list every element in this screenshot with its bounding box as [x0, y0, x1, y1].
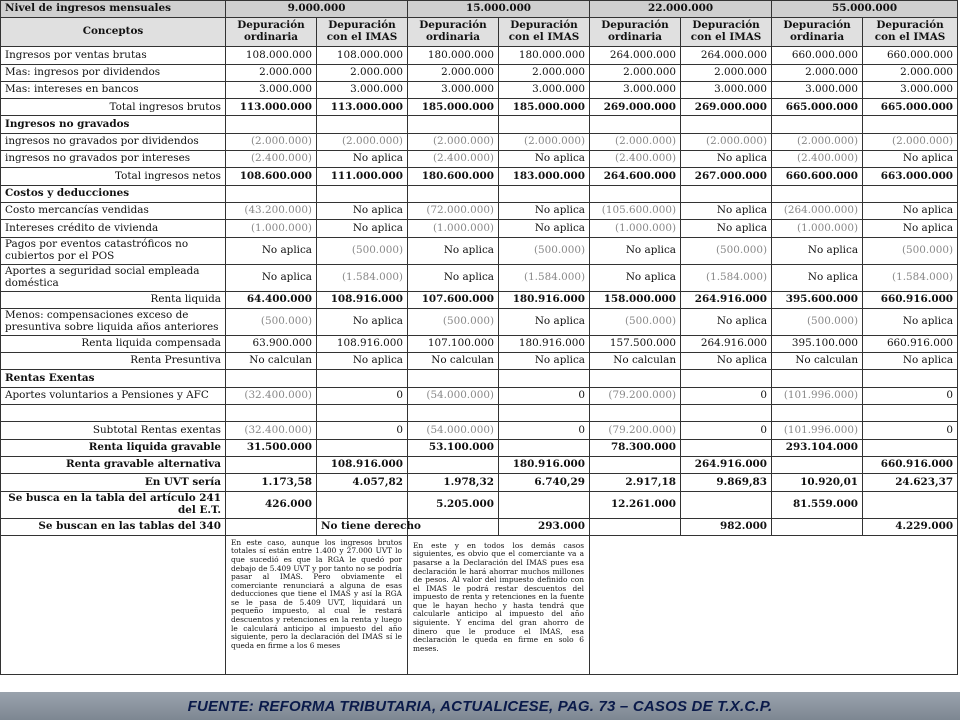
table-cell: 2.000.000	[499, 64, 590, 81]
table-cell: 3.000.000	[226, 81, 317, 98]
table-cell: No aplica	[499, 151, 590, 168]
table-cell: No aplica	[408, 237, 499, 264]
table-cell: 113.000.000	[226, 99, 317, 116]
table-cell	[863, 370, 958, 387]
row-label: Menos: compensaciones exceso de presuntiva sobre liquida años anteriores	[1, 308, 226, 335]
table-cell: 108.916.000	[317, 456, 408, 473]
table-cell	[317, 185, 408, 202]
table-cell: 113.000.000	[317, 99, 408, 116]
table-cell	[863, 116, 958, 133]
table-cell: 107.600.000	[408, 291, 499, 308]
table-cell	[499, 116, 590, 133]
table-cell	[863, 185, 958, 202]
table-row	[1, 64, 958, 81]
table-cell: 10.920,01	[772, 474, 863, 491]
table-cell: 180.916.000	[499, 456, 590, 473]
row-label: Costos y deducciones	[1, 185, 226, 202]
table-cell: 0	[317, 387, 408, 404]
table-cell: No aplica	[863, 202, 958, 219]
table-cell: No calculan	[226, 353, 317, 370]
table-cell	[772, 456, 863, 473]
table-cell	[681, 116, 772, 133]
table-cell: 78.300.000	[590, 439, 681, 456]
level-1: 9.000.000	[226, 1, 408, 18]
table-cell	[772, 185, 863, 202]
table-cell: (79.200.000)	[590, 387, 681, 404]
table-cell: 108.000.000	[226, 47, 317, 64]
table-cell: 264.916.000	[681, 291, 772, 308]
table-cell: 180.600.000	[408, 168, 499, 185]
row-label: Renta Presuntiva	[1, 353, 226, 370]
table-cell	[863, 439, 958, 456]
table-cell: 3.000.000	[408, 81, 499, 98]
row-label: Pagos por eventos catastróficos no cubiertos por el POS	[1, 237, 226, 264]
table-cell: (1.584.000)	[863, 264, 958, 291]
table-cell: No aplica	[226, 237, 317, 264]
notes-row	[1, 535, 958, 674]
table-cell	[317, 491, 408, 518]
row-label: Rentas Exentas	[1, 370, 226, 387]
table-row	[1, 353, 958, 370]
row-label: Costo mercancías vendidas	[1, 202, 226, 219]
col-ordinaria-2: Depuración ordinaria	[408, 18, 499, 47]
table-cell	[499, 439, 590, 456]
table-cell: No aplica	[681, 202, 772, 219]
table-cell: No aplica	[772, 237, 863, 264]
table-cell: (500.000)	[408, 308, 499, 335]
table-cell: (500.000)	[499, 237, 590, 264]
table-cell	[590, 370, 681, 387]
table-cell	[408, 370, 499, 387]
table-row	[1, 308, 958, 335]
table-row	[1, 202, 958, 219]
table-cell	[226, 456, 317, 473]
table-cell: 12.261.000	[590, 491, 681, 518]
row-label: Total ingresos brutos	[1, 99, 226, 116]
table-cell: 660.000.000	[863, 47, 958, 64]
table-cell: (2.000.000)	[681, 133, 772, 150]
table-cell: 3.000.000	[772, 81, 863, 98]
table-cell: 2.000.000	[681, 64, 772, 81]
table-cell: 3.000.000	[317, 81, 408, 98]
table-cell: 0	[681, 422, 772, 439]
table-row	[1, 220, 958, 237]
table-cell: 158.000.000	[590, 291, 681, 308]
table-row	[1, 491, 958, 518]
col-imas-2: Depuración con el IMAS	[499, 18, 590, 47]
table-cell: No tiene derecho	[317, 518, 408, 535]
table-cell: 3.000.000	[590, 81, 681, 98]
table-cell: 665.000.000	[772, 99, 863, 116]
table-cell: (2.000.000)	[226, 133, 317, 150]
table-cell: No aplica	[590, 264, 681, 291]
table-cell: (1.584.000)	[317, 264, 408, 291]
table-cell: 4.229.000	[863, 518, 958, 535]
table-row	[1, 518, 958, 535]
source-caption: FUENTE: REFORMA TRIBUTARIA, ACTUALICESE, PAG. 73 – CASOS DE T.X.C.P.	[187, 697, 773, 715]
table-cell: 0	[499, 387, 590, 404]
table-cell: No aplica	[226, 264, 317, 291]
table-cell	[317, 370, 408, 387]
table-row	[1, 116, 958, 133]
table-cell: 81.559.000	[772, 491, 863, 518]
table-cell: (101.996.000)	[772, 387, 863, 404]
table-cell	[772, 116, 863, 133]
table-cell	[772, 518, 863, 535]
table-cell: 426.000	[226, 491, 317, 518]
level-header-row	[1, 1, 958, 18]
row-label: Intereses crédito de vivienda	[1, 220, 226, 237]
table-cell: (43.200.000)	[226, 202, 317, 219]
table-cell: (1.584.000)	[681, 264, 772, 291]
table-cell: 111.000.000	[317, 168, 408, 185]
table-cell	[681, 185, 772, 202]
row-label: En UVT sería	[1, 474, 226, 491]
table-cell	[681, 405, 772, 422]
table-cell: (2.400.000)	[590, 151, 681, 168]
table-cell: 660.916.000	[863, 291, 958, 308]
row-label	[1, 405, 226, 422]
table-cell	[772, 370, 863, 387]
table-cell	[226, 185, 317, 202]
table-row	[1, 151, 958, 168]
table-cell: 269.000.000	[681, 99, 772, 116]
note-case-1: En este caso, aunque los ingresos brutos totales sí están entre 1.400 y 27.000 UVT lo que sucedió es que la RGA le quedó por debajo de 5.409 UVT y por tanto no se podría pasar al IMAS. Pero obviamente el comerciante renunciará a alguna de esas deducciones que tiene el IMAS y así la RGA se le pasa de 5.409 UVT, liquidará un pequeño impuesto, al cual le restará descuentos y retenciones en la renta y luego le calculará anticipo al impuesto del año siguiente, pero la declaración del IMAS sí le queda en firme a los 6 meses	[226, 535, 408, 674]
table-cell	[226, 405, 317, 422]
table-cell: No aplica	[863, 220, 958, 237]
table-cell: 2.000.000	[772, 64, 863, 81]
table-row	[1, 405, 958, 422]
row-label: Subtotal Rentas exentas	[1, 422, 226, 439]
table-cell: 108.600.000	[226, 168, 317, 185]
table-cell	[863, 491, 958, 518]
table-cell: 269.000.000	[590, 99, 681, 116]
table-cell: 108.916.000	[317, 335, 408, 352]
table-cell: 5.205.000	[408, 491, 499, 518]
table-row	[1, 133, 958, 150]
table-cell: No aplica	[408, 264, 499, 291]
table-cell: 660.600.000	[772, 168, 863, 185]
table-cell	[226, 116, 317, 133]
table-row	[1, 81, 958, 98]
table-cell: 53.100.000	[408, 439, 499, 456]
table-cell: 0	[863, 387, 958, 404]
table-cell: (101.996.000)	[772, 422, 863, 439]
table-row	[1, 439, 958, 456]
table-cell	[590, 518, 681, 535]
row-label: Renta gravable alternativa	[1, 456, 226, 473]
col-imas-3: Depuración con el IMAS	[681, 18, 772, 47]
table-row	[1, 237, 958, 264]
table-row	[1, 264, 958, 291]
table-cell: 183.000.000	[499, 168, 590, 185]
row-label: Ingresos no gravados	[1, 116, 226, 133]
table-cell: (2.400.000)	[772, 151, 863, 168]
table-cell: (500.000)	[226, 308, 317, 335]
table-cell	[590, 456, 681, 473]
table-row	[1, 474, 958, 491]
table-cell: (32.400.000)	[226, 422, 317, 439]
table-cell: (32.400.000)	[226, 387, 317, 404]
col-ordinaria-3: Depuración ordinaria	[590, 18, 681, 47]
notes-empty-cell	[590, 535, 958, 674]
source-footer	[0, 692, 960, 720]
table-cell: 267.000.000	[681, 168, 772, 185]
table-cell	[499, 370, 590, 387]
col-ordinaria-1: Depuración ordinaria	[226, 18, 317, 47]
table-cell	[681, 370, 772, 387]
table-row	[1, 456, 958, 473]
table-cell: 663.000.000	[863, 168, 958, 185]
table-cell	[499, 491, 590, 518]
table-cell: 180.000.000	[499, 47, 590, 64]
table-cell: 660.000.000	[772, 47, 863, 64]
col-ordinaria-4: Depuración ordinaria	[772, 18, 863, 47]
table-cell: 6.740,29	[499, 474, 590, 491]
table-cell: 64.400.000	[226, 291, 317, 308]
column-header-row	[1, 18, 958, 47]
table-cell: No aplica	[317, 308, 408, 335]
table-cell: (1.000.000)	[408, 220, 499, 237]
table-cell: No aplica	[317, 353, 408, 370]
table-cell: (1.000.000)	[772, 220, 863, 237]
table-cell	[317, 439, 408, 456]
table-cell: (2.000.000)	[499, 133, 590, 150]
table-cell: No aplica	[681, 151, 772, 168]
table-cell	[408, 456, 499, 473]
table-row	[1, 185, 958, 202]
table-cell: No aplica	[317, 151, 408, 168]
table-cell: No aplica	[681, 308, 772, 335]
table-cell: 293.104.000	[772, 439, 863, 456]
table-cell: 180.000.000	[408, 47, 499, 64]
table-cell: (54.000.000)	[408, 422, 499, 439]
table-cell: 395.100.000	[772, 335, 863, 352]
table-cell: 264.000.000	[590, 47, 681, 64]
table-cell: No aplica	[590, 237, 681, 264]
table-cell: 24.623,37	[863, 474, 958, 491]
row-label: Ingresos por ventas brutas	[1, 47, 226, 64]
table-cell	[408, 518, 499, 535]
table-cell: 31.500.000	[226, 439, 317, 456]
table-cell: (72.000.000)	[408, 202, 499, 219]
table-cell: 185.000.000	[499, 99, 590, 116]
table-cell: 2.000.000	[317, 64, 408, 81]
row-label: Renta liquida gravable	[1, 439, 226, 456]
table-cell: 3.000.000	[863, 81, 958, 98]
table-cell	[226, 370, 317, 387]
table-row	[1, 335, 958, 352]
table-row	[1, 99, 958, 116]
concepts-header: Conceptos	[1, 18, 226, 47]
table-body	[1, 47, 958, 536]
table-cell: (2.000.000)	[590, 133, 681, 150]
table-cell: 4.057,82	[317, 474, 408, 491]
table-cell	[590, 116, 681, 133]
table-cell: 157.500.000	[590, 335, 681, 352]
table-cell: 1.978,32	[408, 474, 499, 491]
table-cell: 2.000.000	[863, 64, 958, 81]
row-label: Se buscan en las tablas del 340	[1, 518, 226, 535]
table-cell	[772, 405, 863, 422]
table-cell: (500.000)	[681, 237, 772, 264]
table-cell: 0	[681, 387, 772, 404]
table-cell: 0	[317, 422, 408, 439]
table-cell	[863, 405, 958, 422]
table-cell: 660.916.000	[863, 335, 958, 352]
table-cell: No aplica	[863, 308, 958, 335]
table-cell: 63.900.000	[226, 335, 317, 352]
table-cell: 2.917,18	[590, 474, 681, 491]
table-cell: 9.869,83	[681, 474, 772, 491]
level-2: 15.000.000	[408, 1, 590, 18]
table-cell: No aplica	[499, 308, 590, 335]
table-cell	[681, 439, 772, 456]
table-cell: (500.000)	[772, 308, 863, 335]
notes-blank-cell	[1, 535, 226, 674]
table-cell: 1.173,58	[226, 474, 317, 491]
table-cell: 0	[863, 422, 958, 439]
table-cell: (1.000.000)	[226, 220, 317, 237]
table-cell: 264.916.000	[681, 456, 772, 473]
table-cell: No aplica	[317, 220, 408, 237]
table-cell	[408, 405, 499, 422]
table-cell: No aplica	[499, 353, 590, 370]
table-cell: (2.000.000)	[772, 133, 863, 150]
table-cell: 180.916.000	[499, 291, 590, 308]
table-cell: 185.000.000	[408, 99, 499, 116]
col-imas-4: Depuración con el IMAS	[863, 18, 958, 47]
table-cell: (500.000)	[317, 237, 408, 264]
table-cell: (105.600.000)	[590, 202, 681, 219]
row-label: Total ingresos netos	[1, 168, 226, 185]
table-cell	[681, 491, 772, 518]
table-cell	[590, 405, 681, 422]
table-cell: (2.400.000)	[408, 151, 499, 168]
table-cell: 982.000	[681, 518, 772, 535]
table-cell: 395.600.000	[772, 291, 863, 308]
table-cell: (2.000.000)	[408, 133, 499, 150]
table-cell: 180.916.000	[499, 335, 590, 352]
table-cell: (2.000.000)	[317, 133, 408, 150]
table-cell: 2.000.000	[408, 64, 499, 81]
table-cell: 2.000.000	[226, 64, 317, 81]
table-cell: 264.916.000	[681, 335, 772, 352]
table-cell	[408, 185, 499, 202]
table-cell: 107.100.000	[408, 335, 499, 352]
row-label: Renta liquida	[1, 291, 226, 308]
table-cell	[317, 405, 408, 422]
table-cell	[408, 116, 499, 133]
table-cell: No calculan	[590, 353, 681, 370]
row-label: Mas: ingresos por dividendos	[1, 64, 226, 81]
level-3: 22.000.000	[590, 1, 772, 18]
table-cell	[590, 185, 681, 202]
table-cell: (500.000)	[590, 308, 681, 335]
table-cell: (2.400.000)	[226, 151, 317, 168]
row-label: ingresos no gravados por dividendos	[1, 133, 226, 150]
note-other-cases: En este y en todos los demás casos siguientes, es obvio que el comerciante va a pasarse a la Declaración del IMAS pues esa declaración le hará ahorrar muchos millones de pesos. Al valor del impuesto definido con el IMAS le podrá restar descuentos del impuesto de renta y retenciones en la fuente que le hayan hecho y hasta tendrá que calcularle anticipo al impuesto del año siguiente. Y encima del gran ahorro de dinero que le produce el IMAS, esa declaración le queda en firme en solo 6 meses.	[408, 535, 590, 674]
table-cell: 665.000.000	[863, 99, 958, 116]
row-label: ingresos no gravados por intereses	[1, 151, 226, 168]
table-cell	[499, 405, 590, 422]
table-row	[1, 47, 958, 64]
table-cell: (500.000)	[863, 237, 958, 264]
table-cell: 0	[499, 422, 590, 439]
table-cell: No aplica	[863, 353, 958, 370]
table-cell: (2.000.000)	[863, 133, 958, 150]
table-cell: No aplica	[863, 151, 958, 168]
table-cell: No calculan	[408, 353, 499, 370]
row-label: Se busca en la tabla del artículo 241 del E.T.	[1, 491, 226, 518]
level-4: 55.000.000	[772, 1, 958, 18]
row-label: Renta liquida compensada	[1, 335, 226, 352]
table-cell	[499, 185, 590, 202]
table-cell: (1.000.000)	[590, 220, 681, 237]
table-cell: (264.000.000)	[772, 202, 863, 219]
table-cell: 660.916.000	[863, 456, 958, 473]
table-cell: (79.200.000)	[590, 422, 681, 439]
table-cell: No aplica	[317, 202, 408, 219]
level-label: Nivel de ingresos mensuales	[1, 1, 226, 18]
table-row	[1, 291, 958, 308]
table-cell: No calculan	[772, 353, 863, 370]
table-cell: 3.000.000	[499, 81, 590, 98]
table-row	[1, 168, 958, 185]
table-cell: 264.600.000	[590, 168, 681, 185]
table-cell: No aplica	[499, 202, 590, 219]
table-cell: (54.000.000)	[408, 387, 499, 404]
table-cell: 108.916.000	[317, 291, 408, 308]
table-cell: (1.584.000)	[499, 264, 590, 291]
row-label: Aportes a seguridad social empleada doméstica	[1, 264, 226, 291]
table-cell: 3.000.000	[681, 81, 772, 98]
col-imas-1: Depuración con el IMAS	[317, 18, 408, 47]
table-row	[1, 370, 958, 387]
row-label: Aportes voluntarios a Pensiones y AFC	[1, 387, 226, 404]
table-row	[1, 387, 958, 404]
table-cell	[226, 518, 317, 535]
table-cell: No aplica	[499, 220, 590, 237]
table-cell	[317, 116, 408, 133]
table-cell: 108.000.000	[317, 47, 408, 64]
table-cell: No aplica	[681, 353, 772, 370]
table-cell: No aplica	[772, 264, 863, 291]
table-cell: 293.000	[499, 518, 590, 535]
table-cell: 2.000.000	[590, 64, 681, 81]
table-cell: No aplica	[681, 220, 772, 237]
row-label: Mas: intereses en bancos	[1, 81, 226, 98]
table-cell: 264.000.000	[681, 47, 772, 64]
table-row	[1, 422, 958, 439]
